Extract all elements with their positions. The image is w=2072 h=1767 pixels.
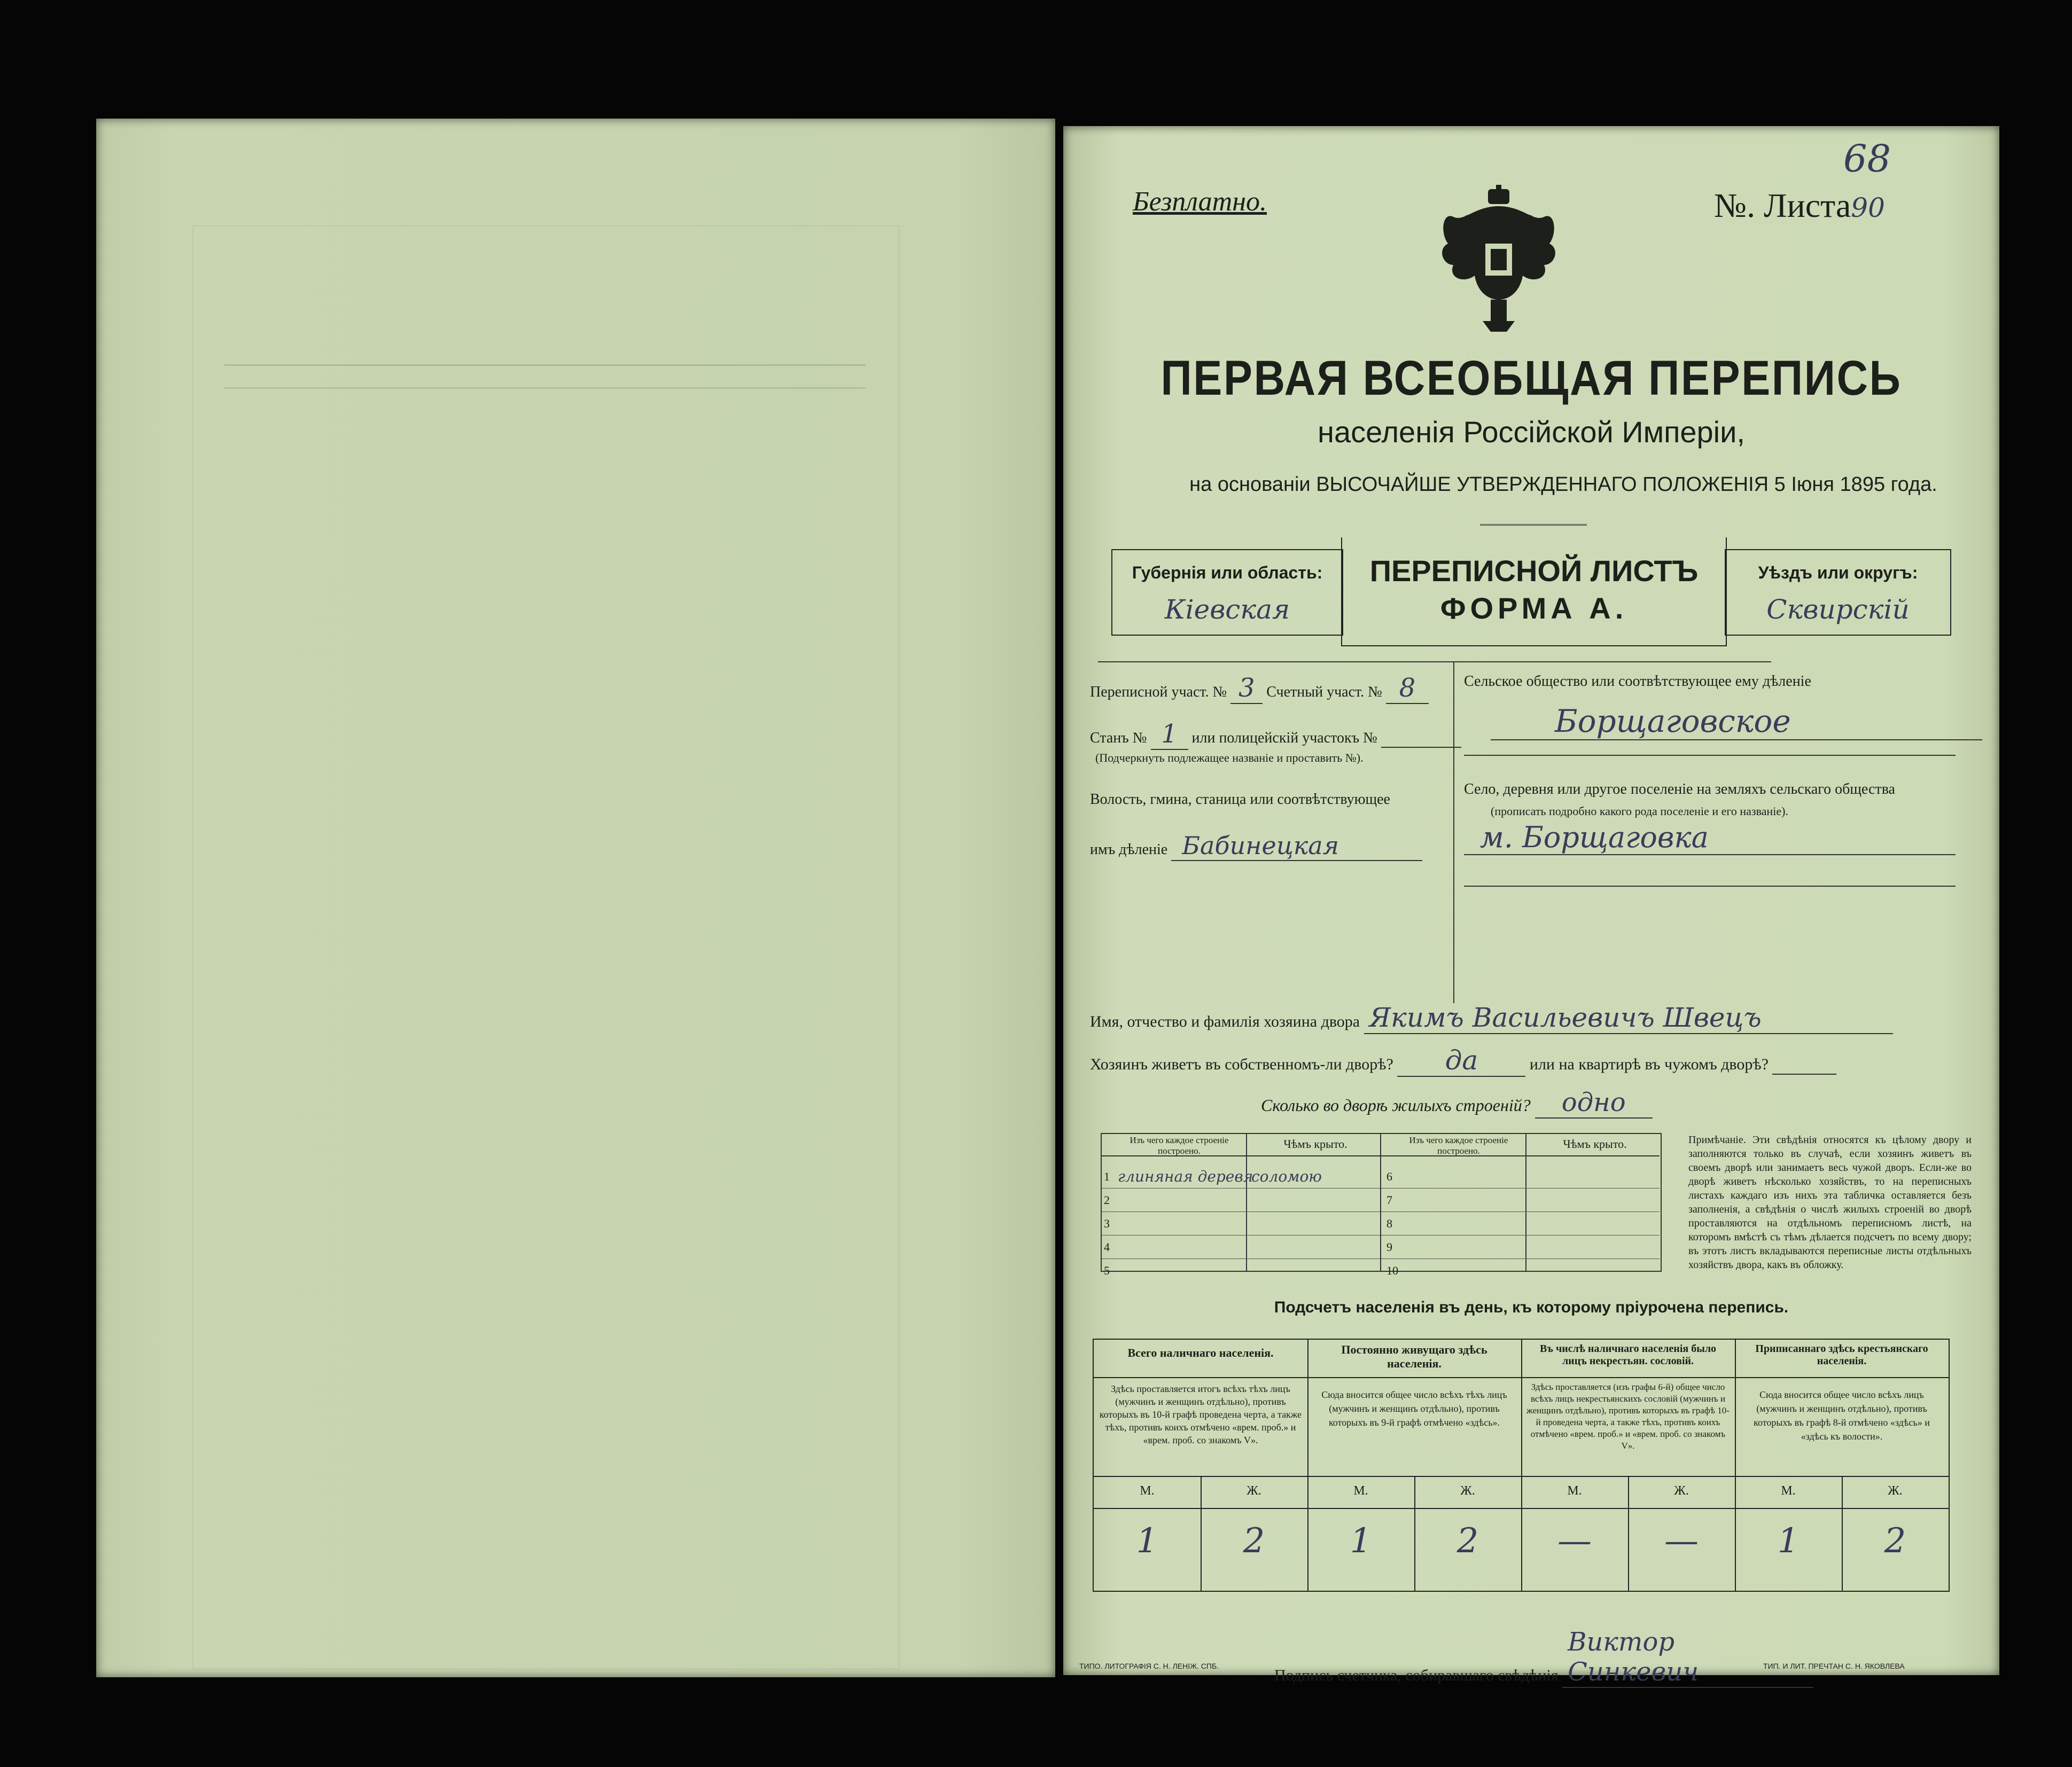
counting-section-value: 8 <box>1386 673 1429 704</box>
count-mf-rule <box>1094 1508 1949 1509</box>
count-col-4-male: 1 <box>1777 1521 1800 1561</box>
owner-value: Якимъ Васильевичъ Швецъ <box>1364 1002 1893 1034</box>
guberniya-label: Губернія или область: <box>1132 563 1323 582</box>
count-col-1-female: 2 <box>1243 1521 1265 1561</box>
row-number: 3 <box>1104 1217 1110 1230</box>
table-row <box>1381 1165 1660 1189</box>
stan-value: 1 <box>1151 719 1188 750</box>
volost-field <box>1090 831 1437 861</box>
f-label: Ж. <box>1674 1484 1689 1498</box>
buildings-label: Сколько во дворѣ жилыхъ строеній? <box>1261 1096 1531 1115</box>
uezd-label: Уѣздъ или округъ: <box>1758 563 1918 582</box>
rows-left <box>1102 1165 1380 1282</box>
basis-line: на основаніи ВЫСОЧАЙШЕ УТВЕРЖДЕННАГО ПОЛОЖЕНІЯ 5 Іюня 1895 года. <box>1189 473 1937 496</box>
census-section <box>1090 673 1429 704</box>
counting-section-label: Счетный участ. № <box>1266 684 1382 700</box>
stan-field <box>1090 719 1461 750</box>
sheet-number-value: 90 <box>1851 192 1885 223</box>
table-row <box>1102 1189 1380 1212</box>
row-number: 9 <box>1386 1240 1392 1254</box>
count-table <box>1093 1339 1950 1592</box>
table-row <box>1381 1236 1660 1259</box>
row-number: 2 <box>1104 1193 1110 1207</box>
f-label: Ж. <box>1888 1484 1903 1498</box>
main-title: ПЕРВАЯ ВСЕОБЩАЯ ПЕРЕПИСЬ <box>1160 351 1902 405</box>
buildings-value: одно <box>1535 1088 1653 1119</box>
count-col-2-head: Постоянно живущаго здѣсь населенія. <box>1341 1343 1487 1370</box>
form-letter: ФОРМА А. <box>1440 591 1628 625</box>
guberniya-box <box>1111 549 1343 636</box>
buildings-table-left <box>1101 1133 1381 1277</box>
table-row <box>1102 1212 1380 1236</box>
count-col-1-desc: Здѣсь проставляется итогъ всѣхъ тѣхъ лицъ (мужчинъ и женщинъ отдѣльно), противъ которыхъ въ 10-й графѣ проведена черта, а также тѣхъ, противъ коихъ отмѣчено «врем. проб.» и «врем. проб. со знакомъ V». <box>1099 1383 1302 1445</box>
sheet-number <box>1714 186 1885 225</box>
sheet-number-label: №. Листа <box>1714 186 1851 224</box>
table-row <box>1102 1259 1380 1282</box>
police-label: или полицейскій участокъ № <box>1191 730 1377 746</box>
signature-field <box>1274 1627 1813 1688</box>
count-col-4-desc: Сюда вносится общее число всѣхъ лицъ (мужчинъ и женщинъ отдѣльно), противъ которыхъ въ графѣ 8-й отмѣчено «здѣсь» и «здѣсь къ волости». <box>1754 1389 1930 1442</box>
buildings-field <box>1261 1088 1653 1119</box>
own-yard-label: Хозяинъ живетъ въ собственномъ-ли дворѣ? <box>1090 1055 1393 1073</box>
own-yard-value: да <box>1397 1045 1525 1077</box>
count-col-3-male: — <box>1557 1521 1592 1561</box>
subtitle: населенія Россійской Имперіи, <box>1318 415 1745 449</box>
count-col-3-desc: Здѣсь проставляется (изъ графы 6-й) общее число всѣхъ лицъ некрестьянскихъ сословій (мужчинъ и женщинъ отдѣльно), противъ которыхъ въ графѣ 10-й проведена черта, а также тѣхъ, противъ коихъ отмѣчено «врем. проб.» и «врем. проб. со знакомъ V». <box>1526 1382 1730 1451</box>
own-yard-field <box>1090 1045 1966 1077</box>
volost-label-2: имъ дѣленіе <box>1090 841 1168 858</box>
count-col-2-male: 1 <box>1350 1521 1372 1561</box>
header-rule-right <box>1381 1155 1660 1156</box>
ornament-divider <box>1480 524 1587 526</box>
row-number: 5 <box>1104 1264 1110 1277</box>
row-number: 10 <box>1386 1264 1398 1277</box>
table-row <box>1102 1236 1380 1259</box>
village-note: (прописать подробно какого рода поселеніе и его названіе). <box>1491 804 1788 818</box>
row-roof: соломою <box>1251 1168 1322 1185</box>
archive-number: 68 <box>1843 137 1891 181</box>
footer-printer-left: ТИПО. ЛИТОГРАФІЯ С. Н. ЛЕНІЖ. СПБ. <box>1079 1662 1219 1670</box>
row-material: глиняная деревя <box>1118 1168 1253 1185</box>
stan-label: Станъ № <box>1090 730 1147 746</box>
table-row <box>1102 1165 1380 1189</box>
buildings-table <box>1101 1133 1662 1277</box>
village-value: м. Борщаговка <box>1464 820 1956 855</box>
count-title: Подсчетъ населенія въ день, къ которому пріурочена перепись. <box>1274 1299 1789 1316</box>
count-head-rule <box>1094 1377 1949 1378</box>
rows-right <box>1381 1165 1660 1282</box>
count-col-2-desc: Сюда вносится общее число всѣхъ тѣхъ лицъ (мужчинъ и женщинъ отдѣльно), противъ которыхъ въ 9-й графѣ отмѣчено «здѣсь». <box>1321 1389 1507 1428</box>
table-row <box>1381 1189 1660 1212</box>
signature-value: Виктор Синкевич <box>1562 1627 1813 1688</box>
uezd-value: Сквирскій <box>1766 594 1910 625</box>
count-col-1-head: Всего наличнаго населенія. <box>1127 1346 1274 1359</box>
society-extra-line <box>1464 754 1956 756</box>
header-rule-left <box>1102 1155 1380 1156</box>
count-col-3-head: Въ числѣ наличнаго населенія было лицъ некрестьян. сословій. <box>1539 1343 1717 1367</box>
m-label: М. <box>1567 1484 1582 1498</box>
police-note: (Подчеркнуть подлежащее названіе и проставить №). <box>1095 751 1364 764</box>
census-section-label: Переписной участ. № <box>1090 684 1227 700</box>
row-number: 6 <box>1386 1170 1392 1183</box>
village-extra-line <box>1464 885 1956 887</box>
other-yard-label: или на квартирѣ въ чужомъ дворѣ? <box>1529 1055 1769 1073</box>
note-text: Примѣчаніе. Эти свѣдѣнія относятся къ цѣлому двору и заполняются только въ случаѣ, если хозяинъ живетъ въ своемъ дворѣ или занимаетъ весь чужой дворъ. Если-же во дворѣ живетъ нѣсколько хозяйствъ, то на переписныхъ листахъ каждаго изъ нихъ эта табличка оставляется безъ заполненія, а свѣдѣнія о числѣ жилыхъ строеній во дворѣ проставляются на отдѣльномъ переписномъ листѣ, на которомъ вмѣстѣ съ тѣмъ дѣлается подсчетъ по всему двору; въ этотъ листъ вкладываются переписные листы отдѣльныхъ хозяйствъ двора, какъ въ обложку. <box>1688 1134 1972 1271</box>
fields-divider <box>1453 661 1454 1003</box>
count-col-3-female: — <box>1664 1521 1699 1561</box>
m-label: М. <box>1781 1484 1796 1498</box>
col-material-left: Изъ чего каждое строеніе построено. <box>1130 1135 1229 1156</box>
count-col-4-head: Приписаннаго здѣсь крестьянскаго населенія. <box>1755 1343 1928 1367</box>
buildings-table-right <box>1381 1133 1662 1277</box>
count-col-4-female: 2 <box>1884 1521 1906 1561</box>
show-through-title <box>224 364 866 389</box>
row-number: 8 <box>1386 1217 1392 1230</box>
row-number: 4 <box>1104 1240 1110 1254</box>
count-col-1-male: 1 <box>1136 1521 1158 1561</box>
volost-value: Бабинецкая <box>1171 831 1422 861</box>
free-label: Безплатно. <box>1133 186 1267 217</box>
census-form-page <box>1063 126 1999 1687</box>
fields-top-rule <box>1098 661 1771 668</box>
form-title-box <box>1341 537 1727 646</box>
double-headed-eagle-icon <box>1432 185 1565 334</box>
left-page <box>96 119 1055 1677</box>
m-label: М. <box>1353 1484 1368 1498</box>
col-material-right: Изъ чего каждое строеніе построено. <box>1409 1135 1508 1156</box>
show-through-frame <box>192 225 900 1670</box>
volost-label: Волость, гмина, станица или соотвѣтствующее <box>1090 791 1390 808</box>
form-title: ПЕРЕПИСНОЙ ЛИСТЪ <box>1369 554 1699 588</box>
society-label: Сельское общество или соотвѣтствующее ему дѣленіе <box>1464 673 1811 690</box>
col-roof-right: Чѣмъ крыто. <box>1563 1137 1627 1151</box>
col-roof-left: Чѣмъ крыто. <box>1283 1137 1347 1151</box>
village-label: Село, деревня или другое поселеніе на земляхъ сельскаго общества <box>1464 781 1895 798</box>
society-value: Борщаговское <box>1491 703 1982 740</box>
f-label: Ж. <box>1247 1484 1261 1498</box>
table-row <box>1381 1212 1660 1236</box>
row-number: 1 <box>1104 1170 1110 1183</box>
table-row <box>1381 1259 1660 1282</box>
census-section-value: 3 <box>1230 673 1263 704</box>
uezd-box <box>1725 549 1951 636</box>
owner-label: Имя, отчество и фамилія хозяина двора <box>1090 1013 1360 1030</box>
footer-printer-right: ТИП. И ЛИТ. ПРЕЧТАН С. Н. ЯКОВЛЕВА <box>1763 1662 1905 1670</box>
signature-label: Подпись счетчика, собиравшаго свѣдѣнія <box>1274 1667 1559 1684</box>
count-desc-rule <box>1094 1476 1949 1477</box>
f-label: Ж. <box>1460 1484 1475 1498</box>
row-number: 7 <box>1386 1193 1392 1207</box>
guberniya-value: Кіевская <box>1164 594 1290 625</box>
count-col-2-female: 2 <box>1456 1521 1479 1561</box>
owner-field <box>1090 1002 1966 1034</box>
m-label: М. <box>1140 1484 1155 1498</box>
